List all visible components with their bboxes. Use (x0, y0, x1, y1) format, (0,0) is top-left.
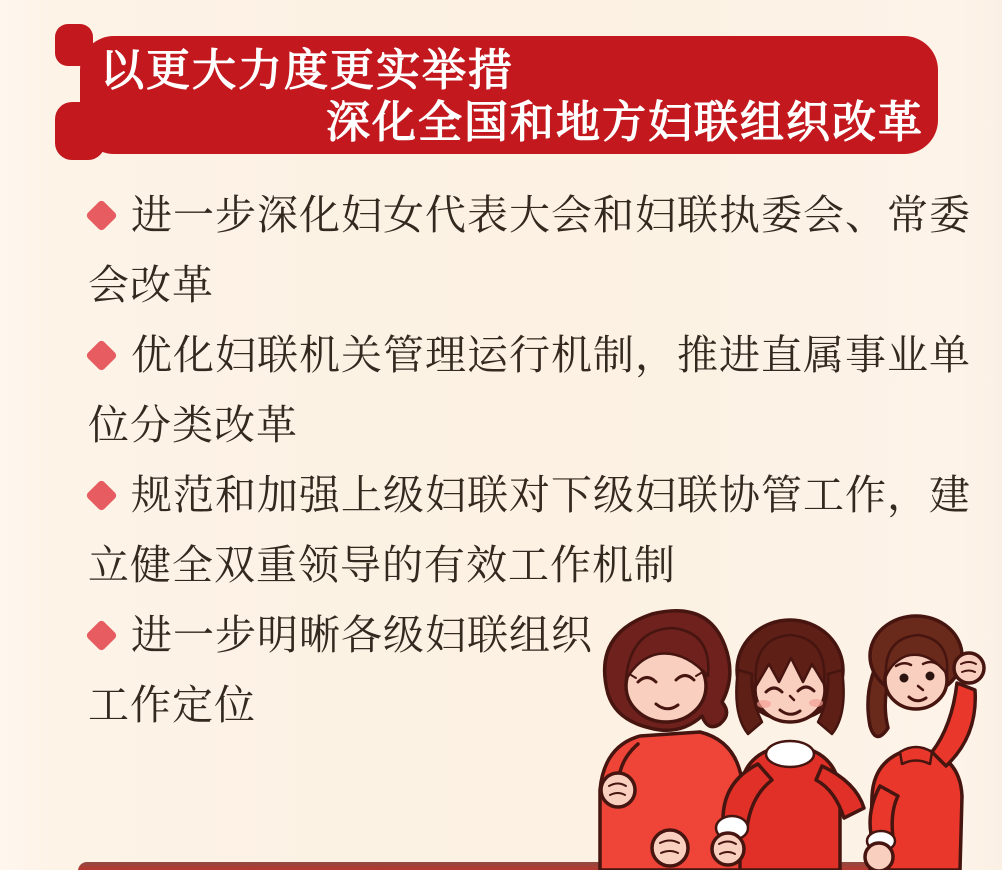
lower-fist (652, 830, 688, 866)
bullet-text: 进一步深化妇女代表大会和妇联执委会、常委 (131, 191, 971, 239)
raised-fist (601, 773, 635, 807)
eye-left (900, 674, 909, 683)
diamond-bullet-icon (85, 479, 118, 512)
bullet-text: 规范和加强上级妇联对下级妇联协管工作，建 (131, 471, 971, 519)
diamond-bullet-icon (85, 619, 118, 652)
title-line-1: 以更大力度更实举措 (100, 45, 514, 96)
bullet-item-4-continued: 工作定位 (88, 681, 256, 729)
bullet-text: 优化妇联机关管理运行机制，推进直属事业单 (131, 331, 971, 379)
bullet-text: 进一步明晰各级妇联组织 (131, 611, 593, 659)
bullet-item-3 (88, 460, 971, 530)
blush-right (809, 699, 823, 707)
three-women-illustration (580, 594, 1002, 870)
bullet-item-1 (88, 180, 971, 250)
turtleneck (900, 747, 932, 764)
diamond-bullet-icon (85, 339, 118, 372)
raised-fist (954, 653, 984, 683)
title-banner (80, 36, 938, 154)
diamond-bullet-icon (85, 199, 118, 232)
eye-right (926, 672, 935, 681)
lower-fist (865, 843, 893, 870)
bullet-item-3-continued: 立健全双重领导的有效工作机制 (88, 541, 676, 589)
middle-woman (712, 620, 864, 870)
white-collar (766, 741, 814, 767)
blush-left (757, 700, 771, 708)
bullet-item-2-continued: 位分类改革 (88, 401, 298, 449)
bullet-item-1-continued: 会改革 (88, 261, 214, 309)
right-woman (865, 616, 984, 870)
fist (712, 833, 744, 865)
title-line-2: 深化全国和地方妇联组织改革 (326, 97, 924, 148)
bullet-item-2 (88, 320, 971, 390)
